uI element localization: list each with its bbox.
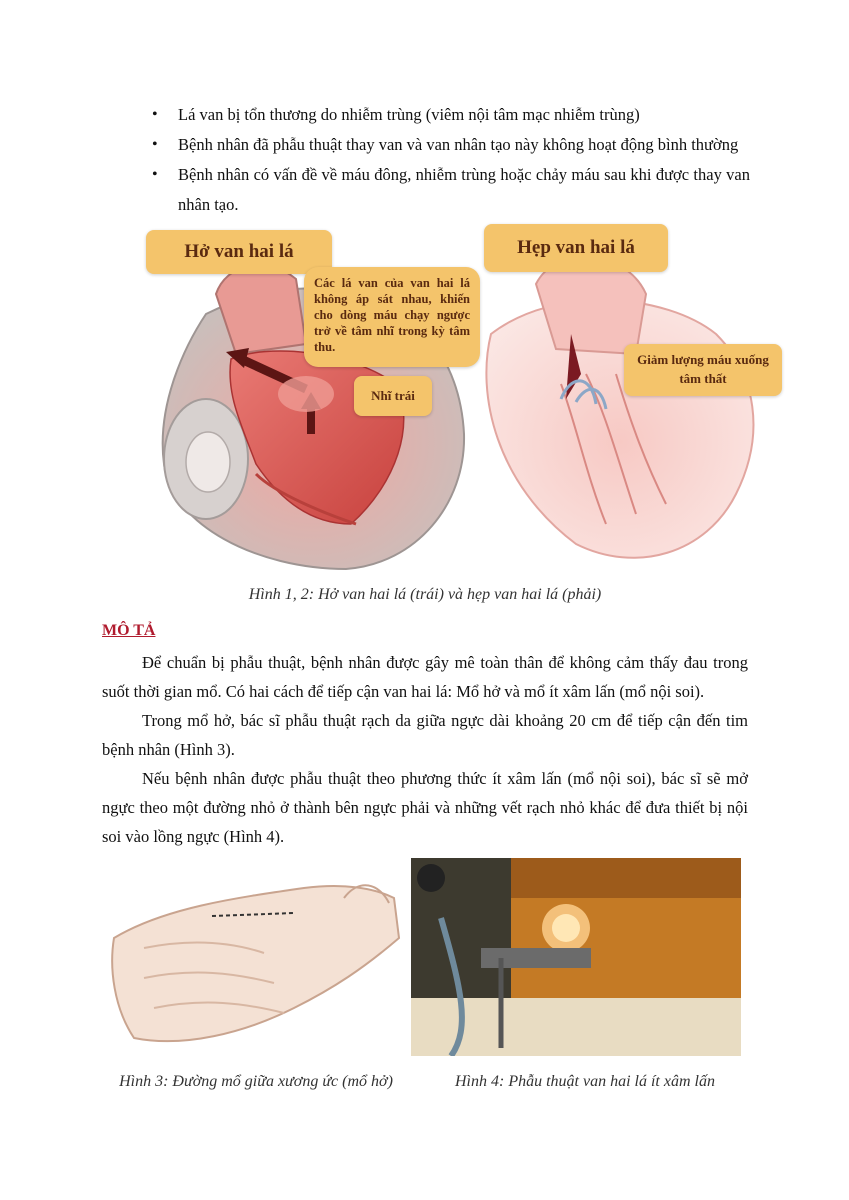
fig3-caption: Hình 3: Đường mổ giữa xương ức (mổ hở) [119, 1073, 393, 1090]
bullet-item: • Bệnh nhân có vấn đề về máu đông, nhiễm trùng hoặc chảy máu sau khi được thay van nhân tạo. [150, 160, 750, 220]
heart-figures [146, 224, 788, 574]
minimally-invasive-surgery-photo [411, 858, 741, 1056]
fig4-caption: Hình 4: Phẫu thuật van hai lá ít xâm lấn [455, 1073, 715, 1090]
note-regurgitation [304, 267, 480, 367]
paragraph: Để chuẩn bị phẫu thuật, bệnh nhân được gây mê toàn thân để không cảm thấy đau trong suốt thời gian mổ. Có hai cách để tiếp cận van hai lá: Mổ hở và mổ ít xâm lấn (mổ nội soi). [102, 653, 748, 701]
note-stenosis [624, 344, 782, 396]
note-stenosis-text: Giảm lượng máu xuống tâm thất [637, 352, 769, 386]
label-left-atrium [354, 376, 432, 416]
bullet-item: • Bệnh nhân đã phẫu thuật thay van và van nhân tạo này không hoạt động bình thường [150, 130, 750, 160]
mitral-stenosis-illustration [466, 224, 788, 574]
note-regurgitation-text: Các lá van của van hai lá không áp sát nhau, khiến cho dòng máu chạy ngược trở về tâm nhĩ trong kỳ tâm thu. [314, 276, 470, 354]
label-stenosis [484, 224, 668, 272]
sternotomy-illustration [104, 858, 404, 1058]
section-title: MÔ TẢ [102, 622, 156, 639]
paragraph: Trong mổ hở, bác sĩ phẫu thuật rạch da giữa ngực dài khoảng 20 cm để tiếp cận đến tim bệnh nhân (Hình 3). [102, 711, 748, 759]
bullet-list [150, 100, 750, 220]
label-regurgitation [146, 230, 332, 274]
paragraph: Nếu bệnh nhân được phẫu thuật theo phương thức ít xâm lấn (mổ nội soi), bác sĩ sẽ mở ngực theo một đường nhỏ ở thành bên ngực phải và những vết rạch nhỏ khác để đưa thiết bị nội soi vào lồng ngực (Hình 4). [102, 769, 748, 846]
figure-caption: Hình 1, 2: Hở van hai lá (trái) và hẹp van hai lá (phải) [248, 586, 602, 603]
bullet-item: • Lá van bị tổn thương do nhiễm trùng (viêm nội tâm mạc nhiễm trùng) [150, 100, 750, 130]
label-stenosis-text: Hẹp van hai lá [517, 237, 635, 258]
label-regurgitation-text: Hở van hai lá [184, 241, 294, 262]
label-left-atrium-text: Nhĩ trái [371, 388, 415, 403]
